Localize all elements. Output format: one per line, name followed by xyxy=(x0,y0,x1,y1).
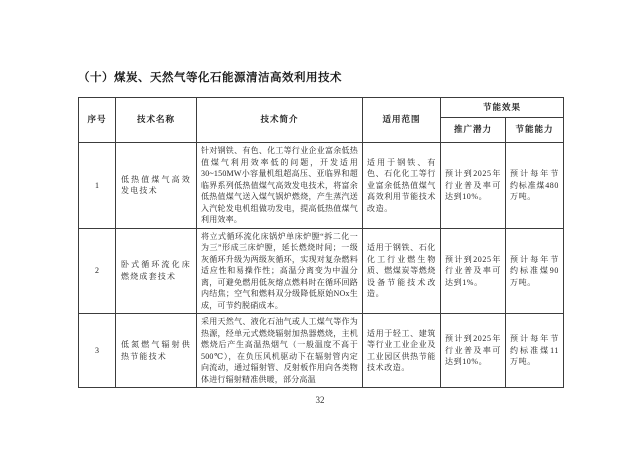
tech-intro-cell: 针对钢铁、有色、化工等行业企业富余低热值煤气利用效率低的问题，开发适用30~150MW小容量机组超高压、亚临界和超临界系列低热值煤气高效发电技术，将富余低热值煤气送入煤气锅炉燃烧，产生蒸汽送入汽轮发电机组做功发电，提高低热值煤气利用效率。 xyxy=(197,143,363,229)
section-title: （十）煤炭、天然气等化石能源清洁高效利用技术 xyxy=(78,72,342,84)
tech-name-cell: 低氮燃气辐射供热节能技术 xyxy=(116,314,197,388)
table-row xyxy=(79,143,564,229)
row-index-cell: 3 xyxy=(79,314,116,388)
potential-cell: 预计到2025年行业普及率可达到1%。 xyxy=(441,228,506,314)
scope-cell: 适用于钢铁、有色、石化化工等行业富余低热值煤气高效利用节能技术改造。 xyxy=(363,143,441,229)
table-row xyxy=(79,314,564,388)
potential-cell: 预计到2025年行业普及率可达到10%。 xyxy=(441,143,506,229)
page-number: 32 xyxy=(315,395,325,405)
table-row xyxy=(79,228,564,314)
row-index-cell: 1 xyxy=(79,143,116,229)
header-promotion-potential: 推广潜力 xyxy=(441,118,506,143)
capacity-cell: 预计每年节约标准煤90万吨。 xyxy=(506,228,564,314)
potential-cell: 预计到2025年行业普及率可达到10%。 xyxy=(441,314,506,388)
header-saving-capacity: 节能能力 xyxy=(506,118,564,143)
row-index-cell: 2 xyxy=(79,228,116,314)
capacity-cell: 预计每年节约标准煤480万吨。 xyxy=(506,143,564,229)
header-index: 序号 xyxy=(79,98,116,143)
header-scope: 适用范围 xyxy=(363,98,441,143)
scope-cell: 适用于钢铁、石化化工行业燃生物质、燃煤炭等燃烧设备节能技术改造。 xyxy=(363,228,441,314)
tech-name-cell: 低热值煤气高效发电技术 xyxy=(116,143,197,229)
capacity-cell: 预计每年节约标准煤11万吨。 xyxy=(506,314,564,388)
tech-intro-cell: 采用天然气、液化石油气或人工煤气等作为热源，经单元式燃烧辐射加热器燃烧，主机燃烧后产生高温热烟气（一般温度不高于500℃），在负压风机驱动下在辐射管内定向流动，通过辐射管、反射板作用向各类物体进行辐射精准供暖，部分高温 xyxy=(197,314,363,388)
scope-cell: 适用于轻工、建筑等行业工业企业及工业园区供热节能技术改造。 xyxy=(363,314,441,388)
header-energy-saving-effect: 节能效果 xyxy=(441,98,564,118)
header-tech-name: 技术名称 xyxy=(116,98,197,143)
tech-intro-cell: 将立式循环流化床锅炉单床炉膛“拆二化一为三”形成三床炉膛，延长燃烧时间；一级灰循环升级为两级灰循环，实现对复杂燃料适应性和易操作性；高温分离变为中温分离，可避免燃用低灰熔点燃料时在循环回路内结焦；空气和燃料双分级降低原始NOx生成，可节约脱硝成本。 xyxy=(197,228,363,314)
technology-table xyxy=(78,97,564,388)
table-header xyxy=(79,98,564,143)
header-tech-intro: 技术简介 xyxy=(197,98,363,143)
tech-name-cell: 卧式循环流化床燃烧成套技术 xyxy=(116,228,197,314)
